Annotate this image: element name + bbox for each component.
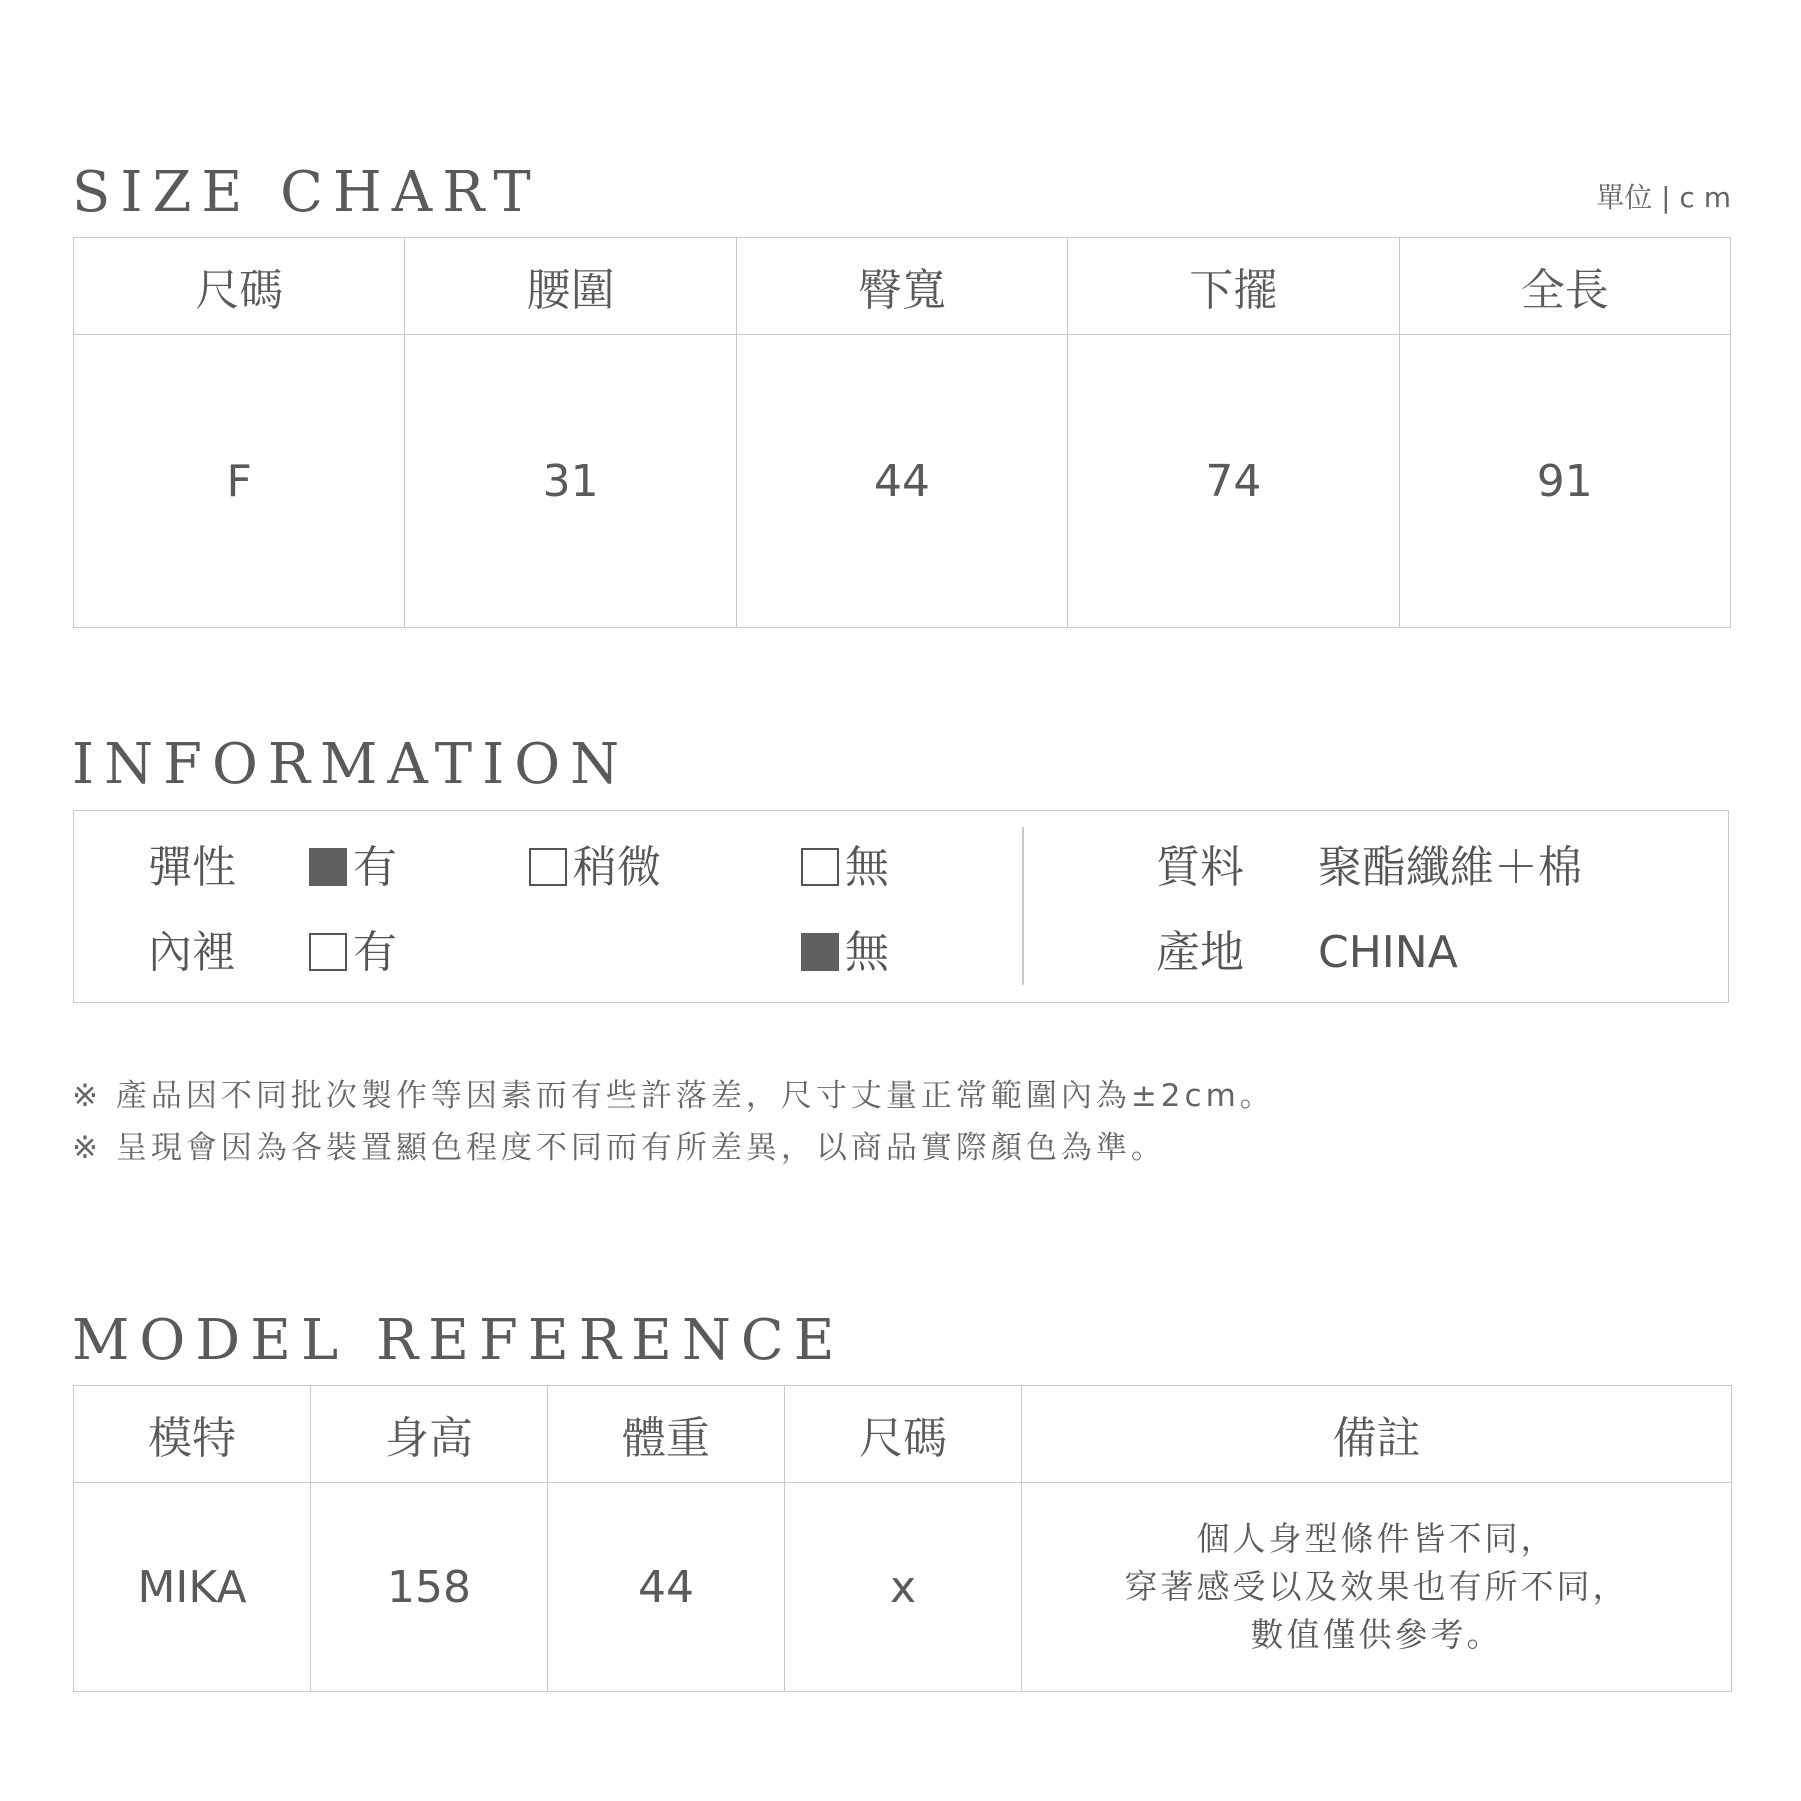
cell-waist: 31 xyxy=(405,335,736,628)
remark-line: 數值僅供參考。 xyxy=(1250,1615,1503,1654)
option-label: 有 xyxy=(353,927,397,978)
header-model: 模特 xyxy=(74,1386,311,1483)
unit-label: 單位 | c m xyxy=(1596,181,1731,214)
size-chart-row xyxy=(74,335,1731,628)
option-label: 有 xyxy=(353,842,397,893)
size-chart-table xyxy=(73,237,1731,628)
checkbox-icon xyxy=(801,933,839,971)
model-reference-table xyxy=(73,1385,1732,1692)
material-value: 聚酯纖維＋棉 xyxy=(1318,842,1582,893)
elasticity-option-yes xyxy=(309,842,397,893)
header-remark: 備註 xyxy=(1022,1386,1732,1483)
origin-label: 產地 xyxy=(1156,927,1244,978)
elasticity-option-slight xyxy=(529,842,661,893)
size-chart-header-row xyxy=(74,238,1731,335)
model-reference-title: MODEL REFERENCE xyxy=(72,1308,845,1373)
cell-length: 91 xyxy=(1399,335,1730,628)
cell-hem: 74 xyxy=(1068,335,1399,628)
cell-remark xyxy=(1022,1483,1732,1692)
cell-model-name: MIKA xyxy=(74,1483,311,1692)
lining-option-yes xyxy=(309,927,397,978)
info-divider xyxy=(1022,827,1024,985)
option-label: 無 xyxy=(845,927,889,978)
option-label: 無 xyxy=(845,842,889,893)
header-height: 身高 xyxy=(311,1386,548,1483)
checkbox-icon xyxy=(309,848,347,886)
checkbox-icon xyxy=(529,848,567,886)
model-row xyxy=(74,1483,1732,1692)
information-title: INFORMATION xyxy=(72,732,630,797)
cell-size: F xyxy=(74,335,405,628)
lining-label: 內裡 xyxy=(148,927,236,978)
remark-line: 個人身型條件皆不同， xyxy=(1196,1519,1557,1558)
header-size: 尺碼 xyxy=(785,1386,1022,1483)
header-hip: 臀寬 xyxy=(736,238,1067,335)
header-waist: 腰圍 xyxy=(405,238,736,335)
checkbox-icon xyxy=(801,848,839,886)
cell-height: 158 xyxy=(311,1483,548,1692)
header-size: 尺碼 xyxy=(74,238,405,335)
model-header-row xyxy=(74,1386,1732,1483)
elasticity-label: 彈性 xyxy=(148,842,236,893)
header-hem: 下擺 xyxy=(1068,238,1399,335)
remark-line: 穿著感受以及效果也有所不同， xyxy=(1124,1567,1629,1606)
header-length: 全長 xyxy=(1399,238,1730,335)
lining-option-no xyxy=(801,927,889,978)
information-box xyxy=(73,810,1729,1003)
cell-hip: 44 xyxy=(736,335,1067,628)
elasticity-option-no xyxy=(801,842,889,893)
cell-size: x xyxy=(785,1483,1022,1692)
note-line-1: ※ 產品因不同批次製作等因素而有些許落差，尺寸丈量正常範圍內為±2cm。 xyxy=(72,1078,1275,1114)
note-line-2: ※ 呈現會因為各裝置顯色程度不同而有所差異，以商品實際顏色為準。 xyxy=(72,1130,1166,1166)
material-label: 質料 xyxy=(1156,842,1244,893)
size-chart-title: SIZE CHART xyxy=(72,160,541,225)
header-weight: 體重 xyxy=(548,1386,785,1483)
checkbox-icon xyxy=(309,933,347,971)
cell-weight: 44 xyxy=(548,1483,785,1692)
option-label: 稍微 xyxy=(573,842,661,893)
origin-value: CHINA xyxy=(1318,927,1458,978)
